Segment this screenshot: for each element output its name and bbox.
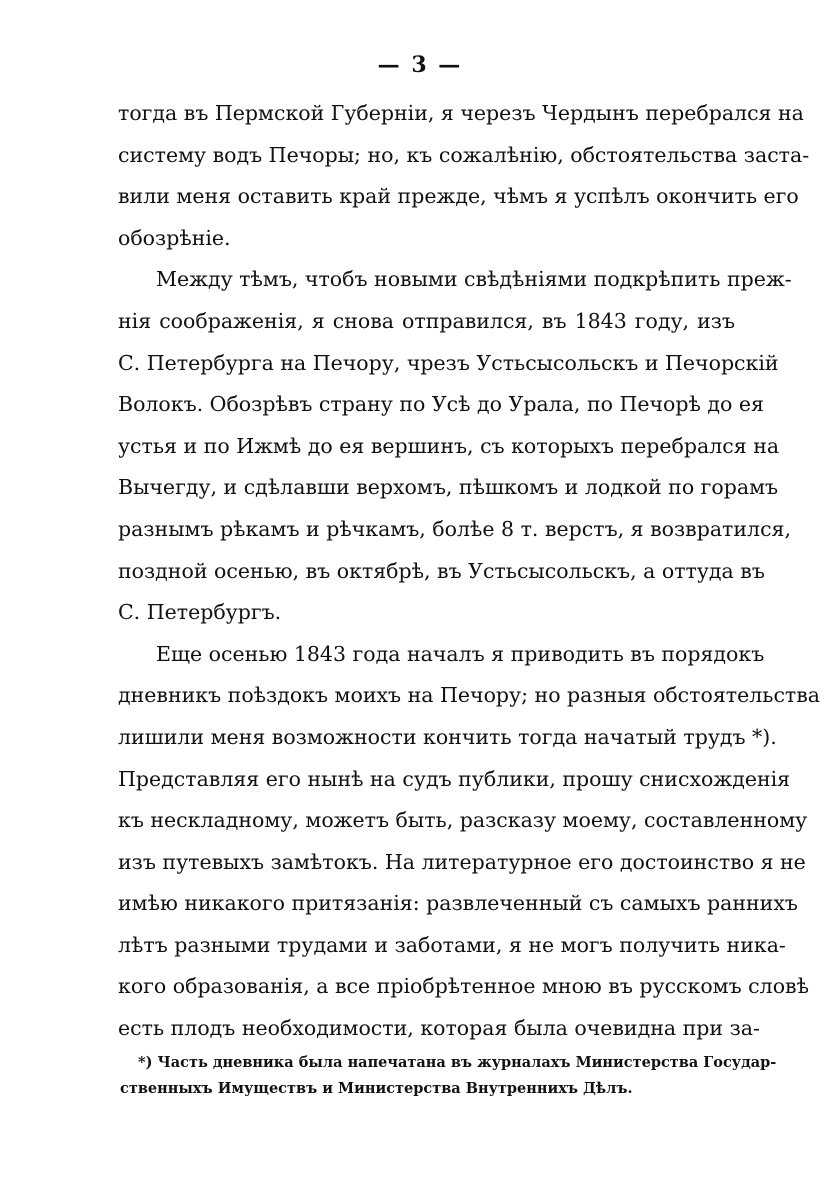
text-line: кого образованія, а все пріобрѣтенное мною въ русскомъ словѣ: [118, 974, 809, 999]
text-line: изъ путевыхъ замѣтокъ. На литературное его достоинство я не: [118, 849, 806, 874]
text-line: обозрѣніе.: [118, 225, 231, 250]
text-line: дневникъ поѣздокъ моихъ на Печору; но разныя обстоятельства: [118, 683, 821, 708]
body-text: [118, 93, 821, 1050]
text-line: тогда въ Пермской Губерніи, я черезъ Чердынъ перебрался на: [118, 101, 804, 125]
text-line: Вычегду, и сдѣлавши верхомъ, пѣшкомъ и лодкой по горамъ: [118, 475, 779, 500]
text-line: Еще осенью 1843 года началъ я приводить въ порядокъ: [156, 641, 765, 666]
text-line: вили меня оставить край прежде, чѣмъ я успѣлъ окончить его: [118, 184, 799, 209]
text-line: Между тѣмъ, чтобъ новыми свѣдѣніями подкрѣпить преж-: [156, 267, 792, 292]
footnote: [120, 1050, 777, 1102]
page-number: — 3 —: [377, 52, 463, 78]
text-line: нія соображенія, я снова отправился, въ 1843 году, изъ: [118, 308, 735, 333]
text-line: систему водъ Печоры; но, къ сожалѣнію, обстоятельства заста-: [118, 142, 810, 167]
text-line: устья и по Ижмѣ до ея вершинъ, съ которыхъ перебрался на: [118, 433, 780, 458]
text-line: С. Петербурга на Печору, чрезъ Устьсысольскъ и Печорскій: [118, 350, 779, 375]
footnote-line: ственныхъ Имуществъ и Министерства Внутреннихъ Дѣлъ.: [120, 1080, 633, 1097]
text-line: Представляя его нынѣ на судъ публики, прошу снисхожденія: [118, 766, 791, 791]
text-line: Волокъ. Обозрѣвъ страну по Усѣ до Урала, по Печорѣ до ея: [118, 392, 764, 417]
text-line: имѣю никакого притязанія: развлеченный съ самыхъ раннихъ: [118, 891, 798, 916]
text-line: къ нескладному, можетъ быть, разсказу моему, составленному: [118, 808, 808, 833]
text-line: лишили меня возможности кончить тогда начатый трудъ *).: [118, 724, 777, 749]
text-line: разнымъ рѣкамъ и рѣчкамъ, болѣе 8 т. верстъ, я возвратился,: [118, 516, 792, 541]
text-line: поздной осенью, въ октябрѣ, въ Устьсысольскъ, а оттуда въ: [118, 558, 765, 583]
text-line: есть плодъ необходимости, которая была очевидна при за-: [118, 1016, 760, 1041]
footnote-line: *) Часть дневника была напечатана въ журналахъ Министерства Государ-: [138, 1054, 777, 1071]
text-line: С. Петербургъ.: [118, 600, 282, 625]
text-line: лѣтъ разными трудами и заботами, я не могъ получить ника-: [118, 932, 786, 957]
